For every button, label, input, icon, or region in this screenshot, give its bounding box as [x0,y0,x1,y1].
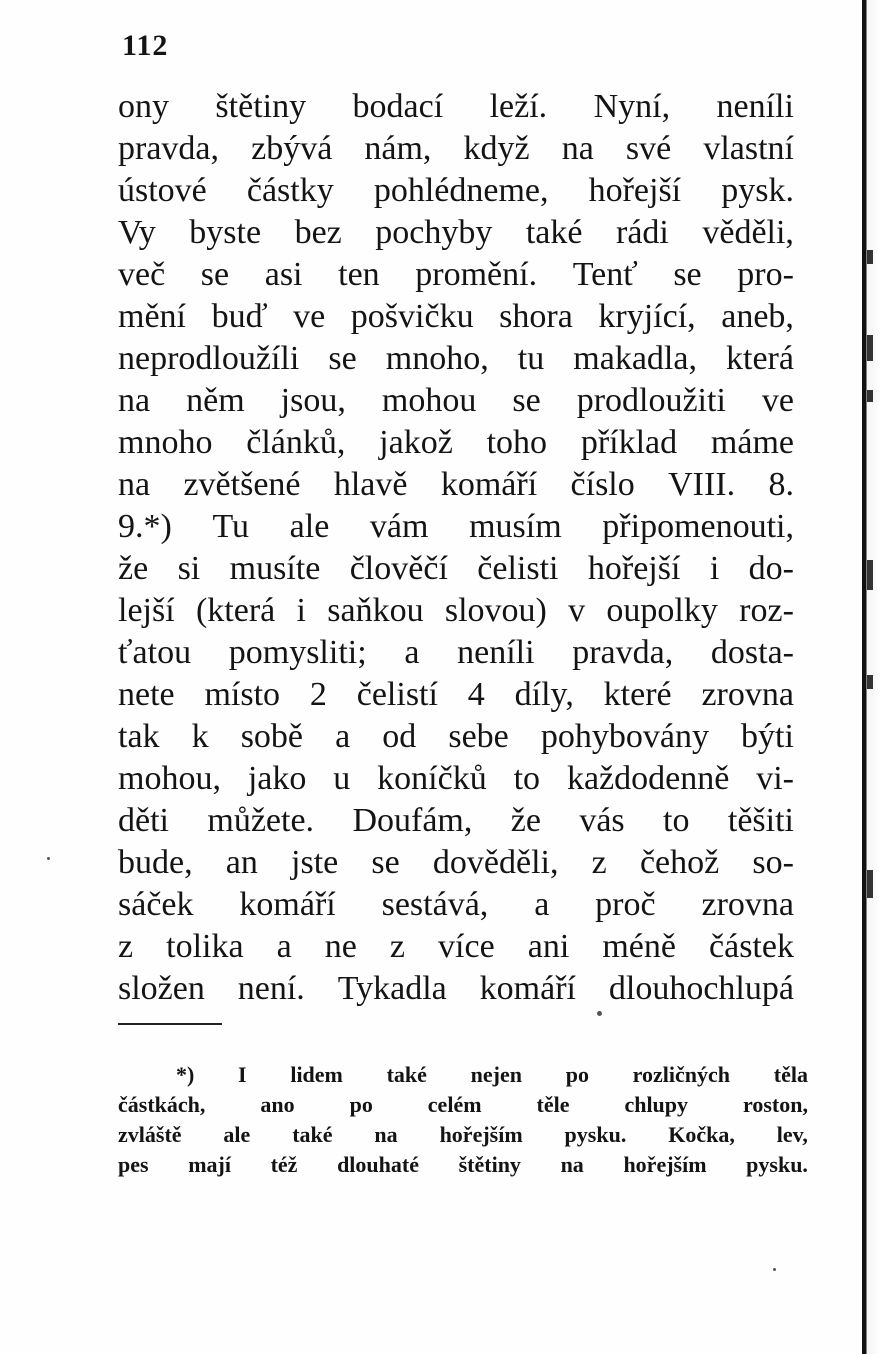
text-line: že si musíte člověčí čelisti hořejší i do- [118,550,794,587]
footnote-line: pes mají též dlouhaté štětiny na hořejším pysku. [118,1152,808,1177]
text-line: složen není. Tykadla komáří dlouhochlupá [118,970,794,1007]
gutter-mark [867,675,873,689]
page-number: 112 [122,29,169,62]
text-line: neprodloužíli se mnoho, tu makadla, která [118,340,794,377]
text-line: tak k sobě a od sebe pohybovány býti [118,718,794,755]
ink-speck [773,1268,776,1271]
text-line: na něm jsou, mohou se prodloužiti ve [118,382,794,419]
text-line: ústové částky pohlédneme, hořejší pysk. [118,172,794,209]
text-line: Vy byste bez pochyby také rádi věděli, [118,214,794,251]
text-line: na zvětšené hlavě komáří číslo VIII. 8. [118,466,794,503]
text-line: pravda, zbývá nám, když na své vlastní [118,130,794,167]
text-line: mnoho článků, jakož toho příklad máme [118,424,794,461]
text-line: 9.*) Tu ale vám musím připomenouti, [118,508,794,545]
gutter-mark [867,335,873,361]
text-line: z tolika a ne z více ani méně částek [118,928,794,965]
footnote-line: částkách, ano po celém těle chlupy roston, [118,1092,808,1117]
text-line: mění buď ve pošvičku shora kryjící, aneb, [118,298,794,335]
main-text [118,86,794,1010]
footnote-line: *) I lidem také nejen po rozličných těla [176,1062,808,1087]
text-line: ťatou pomysliti; a neníli pravda, dosta- [118,634,794,671]
ink-speck [597,1011,602,1016]
text-line: sáček komáří sestává, a proč zrovna [118,886,794,923]
text-line: nete místo 2 čelistí 4 díly, které zrovna [118,676,794,713]
text-line: bude, an jste se dověděli, z čehož so- [118,844,794,881]
text-line: lejší (která i saňkou slovou) v oupolky roz- [118,592,794,629]
footnote [118,1060,808,1180]
text-line: děti můžete. Doufám, že vás to těšiti [118,802,794,839]
footnote-line: zvláště ale také na hořejším pysku. Kočka, lev, [118,1122,808,1147]
gutter-mark [867,560,873,590]
text-line: mohou, jako u koníčků to každodenně vi- [118,760,794,797]
gutter-mark [867,250,873,264]
text-line: več se asi ten promění. Tenť se pro- [118,256,794,293]
text-line: ony štětiny bodací leží. Nyní, neníli [118,88,794,125]
ink-speck [47,857,50,860]
gutter-mark [867,870,873,898]
footnote-separator [118,1023,222,1025]
gutter-mark [867,390,873,402]
